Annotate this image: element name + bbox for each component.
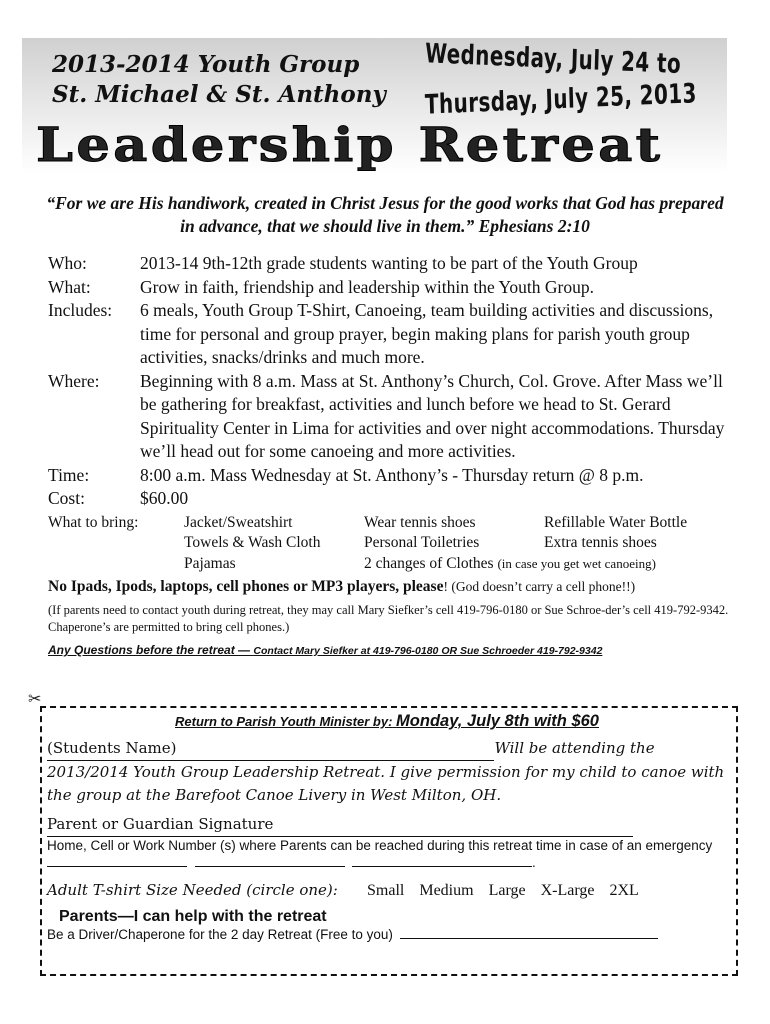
bring-item: Wear tennis shoes	[364, 513, 476, 531]
detail-what	[48, 276, 738, 300]
detail-value: 8:00 a.m. Mass Wednesday at St. Anthony’s - Thursday return @ 8 p.m.	[140, 464, 644, 485]
bring-item: Pajamas	[184, 554, 236, 572]
return-prefix: Return to Parish Youth Minister by:	[175, 714, 393, 729]
date-line-2: Thursday, July 25, 2013	[424, 78, 698, 121]
size-xlarge[interactable]: X-Large	[540, 882, 595, 899]
bring-item: Personal Toiletries	[364, 534, 480, 551]
driver-label: Be a Driver/Chaperone for the 2 day Retreat (Free to you)	[47, 927, 393, 942]
detail-value: 6 meals, Youth Group T-Shirt, Canoeing, team building activities and discussions, time for personal and group prayer, begin making plans for parish youth group activities, snacks/drinks and much more.	[140, 300, 714, 367]
scripture-verse: “For we are His handiwork, created in Christ Jesus for the good works that God has prepared in advance, that we should live in them.” Ephesians 2:10	[46, 193, 724, 236]
driver-line	[47, 926, 727, 943]
size-medium[interactable]: Medium	[419, 882, 474, 899]
phone-field-2[interactable]	[195, 866, 345, 867]
bring-item	[364, 554, 724, 575]
return-instruction	[47, 712, 727, 731]
phone-field-1[interactable]	[47, 866, 187, 867]
no-devices-notice	[48, 576, 738, 598]
bring-row-3	[48, 554, 738, 575]
event-dates	[425, 40, 697, 120]
bring-label: What to bring:	[48, 513, 139, 531]
detail-label: Who:	[48, 253, 87, 273]
phone-label: Home, Cell or Work Number (s) where Parents can be reached during this retreat time in case of an emergency	[47, 838, 713, 853]
size-small[interactable]: Small	[367, 882, 405, 899]
detail-label: Where:	[48, 370, 100, 391]
questions-contact: Contact Mary Siefker at 419-796-0180 OR Sue Schroeder 419-792-9342	[253, 645, 603, 657]
signature-line[interactable]	[47, 813, 727, 837]
questions-line	[48, 639, 738, 664]
no-devices-note: ! (God doesn’t carry a cell phone!!)	[443, 579, 636, 594]
bring-item: Refillable Water Bottle	[544, 513, 688, 531]
tshirt-question: Adult T-shirt Size Needed (circle one):	[47, 881, 338, 899]
event-details	[48, 252, 738, 664]
student-name-label: (Students Name)	[47, 739, 177, 757]
student-name-line	[47, 737, 727, 761]
bring-item: Extra tennis shoes	[544, 534, 657, 551]
attending-text: Will be attending the	[494, 739, 655, 757]
bring-item-note: (in case you get wet canoeing)	[497, 555, 656, 571]
questions-label: Any Questions before the retreat —	[48, 643, 251, 657]
tshirt-size-row	[47, 881, 727, 900]
detail-who	[48, 252, 738, 276]
detail-label: Time:	[48, 464, 90, 485]
detail-label: Includes:	[48, 300, 113, 320]
help-heading: Parents—I can help with the retreat	[59, 908, 327, 925]
bring-row-2	[48, 533, 738, 554]
organization	[52, 50, 386, 110]
detail-label: What:	[48, 276, 91, 297]
bring-item-text: 2 changes of Clothes	[364, 554, 494, 572]
signature-label: Parent or Guardian Signature	[47, 815, 274, 833]
bring-row-1	[48, 513, 738, 534]
driver-field[interactable]	[400, 938, 658, 939]
signature-field[interactable]	[47, 813, 633, 837]
org-line-2: St. Michael & St. Anthony	[52, 81, 386, 108]
size-large[interactable]: Large	[488, 882, 526, 899]
phone-field-3[interactable]	[352, 866, 532, 867]
bring-item: Towels & Wash Cloth	[184, 534, 321, 551]
no-devices-text: No Ipads, Ipods, laptops, cell phones or MP3 players, please	[48, 578, 444, 595]
detail-value: 2013-14 9th-12th grade students wanting to be part of the Youth Group	[140, 253, 638, 273]
registration-form	[47, 712, 727, 943]
org-line-1: 2013-2014 Youth Group	[52, 51, 360, 78]
detail-where	[48, 370, 738, 464]
date-line-1: Wednesday, July 24 to	[424, 38, 682, 81]
phone-instructions: Home, Cell or Work Number (s) where Parents can be reached during this retreat time in case of an emergency .	[47, 838, 713, 870]
parents-contact-note: (If parents need to contact youth during retreat, they may call Mary Siefker’s cell 419-796-0180 or Sue Schroe-der’s cell 419-792-9342. Chaperone’s are permitted to bring cell phones.)	[48, 603, 729, 634]
detail-includes	[48, 299, 738, 370]
bring-item: Jacket/Sweatshirt	[184, 513, 293, 531]
detail-cost	[48, 487, 738, 511]
page-title: Leadership Retreat	[36, 118, 664, 173]
detail-label: Cost:	[48, 488, 85, 508]
permission-text: 2013/2014 Youth Group Leadership Retreat. I give permission for my child to canoe with the group at the Barefoot Canoe Livery in West Milton, OH.	[47, 763, 725, 804]
detail-value: $60.00	[140, 488, 189, 508]
detail-value: Beginning with 8 a.m. Mass at St. Anthony’s Church, Col. Grove. After Mass we’ll be gathering for breakfast, activities and lunch before we head to St. Gerard Spirituality Center in Lima for activities and over night accommodations. Thursday we’ll head out for some canoeing and more activities.	[140, 370, 725, 461]
detail-value: Grow in faith, friendship and leadership within the Youth Group.	[140, 276, 594, 297]
detail-time	[48, 464, 738, 488]
student-name-field[interactable]	[47, 737, 494, 761]
return-deadline: Monday, July 8th with $60	[396, 712, 599, 730]
size-2xl[interactable]: 2XL	[609, 882, 639, 899]
scissors-icon: ✂	[28, 691, 42, 708]
